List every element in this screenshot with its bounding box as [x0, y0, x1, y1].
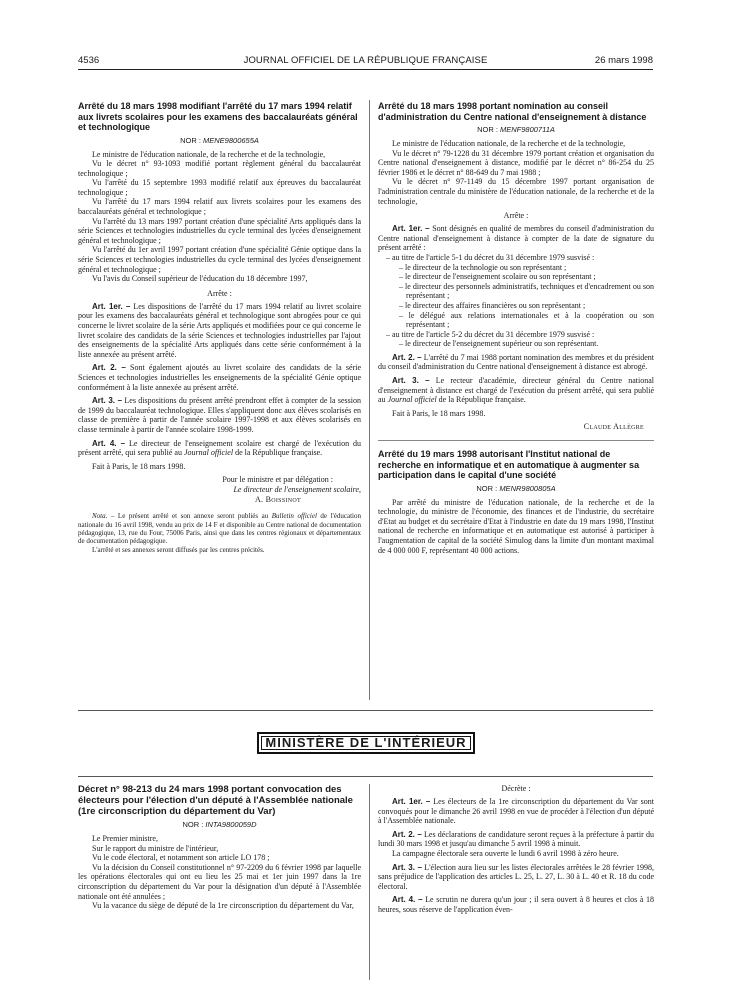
paragraph: Vu la décision du Conseil constitutionnel n° 97-2209 du 6 février 1998 par laquelle les opérations électorales qui ont eu lieu les 25 mai et 1er juin 1997 dans la 1re circonscription du département du Var pour la désignation d'un député à l'Assemblée nationale ont été annulées ; — [78, 862, 361, 901]
nor-reference: NOR : INTA9800059D — [182, 820, 257, 829]
paragraph: Le ministre de l'éducation nationale, de la recherche et de la technologie, — [392, 139, 626, 148]
signature-place-date: Fait à Paris, le 18 mars 1998. — [392, 408, 486, 418]
article-1: Art. 1er. – Les électeurs de la 1re circonscription du département du Var sont convoqués pour le dimanche 26 avril 1998 en vue de procéder à l'élection d'un député à l'Assemblée nationale. — [378, 797, 654, 826]
nota-note-2: L'arrêté et ses annexes seront diffusés par les centres précités. — [92, 545, 265, 554]
list-item: – le directeur de la technologie ou son représentant ; — [399, 262, 567, 272]
paragraph: Vu l'arrêté du 15 septembre 1993 modifié relatif aux épreuves du baccalauréat technologique ; — [78, 178, 361, 197]
page-header — [78, 55, 653, 69]
article-2: Art. 2. – L'arrêté du 7 mai 1988 portant nomination des membres et du président du conseil d'administration du Centre national d'enseignement à distance est abrogé. — [378, 352, 654, 372]
paragraph: Vu l'avis du Conseil supérieur de l'éducation du 18 décembre 1997, — [92, 274, 308, 284]
paragraph: Vu le décret n° 93-1093 modifié portant règlement général du baccalauréat technologique ; — [78, 159, 361, 178]
nor-reference: NOR : MENE9800655A — [180, 135, 259, 145]
right-column — [378, 101, 654, 701]
paragraph: Vu le décret n° 79-1228 du 31 décembre 1979 portant création et organisation du Centre national d'enseignement à distance, modifié par le décret n° 86-254 du 25 février 1986 et le décret n° 88-649 du 7 mai 1988 ; — [378, 148, 654, 177]
column-divider — [369, 100, 370, 700]
signature-block: Pour le ministre et par délégation : Le directeur de l'enseignement scolaire, A. Boissinot — [222, 475, 361, 504]
nor-reference: NOR : MENR9800805A — [476, 483, 556, 493]
decrete-heading: Décrète : — [501, 784, 531, 793]
article-3: Art. 3. – Le recteur d'académie, directeur général du Centre national d'enseignement à distance est chargé de l'exécution du présent arrêté, qui sera publié au Journal officiel de la République française. — [378, 376, 654, 405]
list-item: – le directeur de l'enseignement supérieur ou son représentant. — [399, 339, 599, 349]
decree-left-column — [78, 784, 361, 980]
paragraph: La campagne électorale sera ouverte le lundi 6 avril 1998 à zéro heure. — [392, 848, 619, 858]
section-divider — [378, 440, 654, 441]
article-3: Art. 3. – Les dispositions du présent arrêté prendront effet à compter de la session de 1999 du baccalauréat technologique. Elles s'appliquent donc aux élèves scolarisés en classe de première à partir de l'année scolaire 1997-1998 et aux élèves scolarisés en classe terminale à partir de l'année scolaire 1998-1999. — [78, 396, 361, 434]
article-1: Art. 1er. – Les dispositions de l'arrêté du 17 mars 1994 relatif au livret scolaire pour les examens des baccalauréats général et technologique sont abrogées pour ce qui concerne le livret scolaire de la série Arts appliqués et modifiées pour ce qui concerne le livret scolaire des candidats de la série Sciences et technologies industrielles par l'ajout des enseignements de la spécialité Arts appliqués dans cette série conformément à la liste annexée au présent arrêté. — [78, 301, 361, 359]
article-4: Art. 4. – Le scrutin ne durera qu'un jour ; il sera ouvert à 8 heures et clos à 18 heures, sous réserve de l'application éven- — [378, 895, 654, 914]
column-divider — [369, 784, 370, 980]
article-title: Arrêté du 18 mars 1998 portant nomination au conseil d'administration du Centre national d'enseignement à distance — [378, 101, 647, 122]
page-number: 4536 — [78, 55, 100, 66]
paragraph: Sur le rapport du ministre de l'intérieur, — [92, 843, 219, 853]
article-2: Art. 2. – Sont également ajoutés au livret scolaire des candidats de la série Sciences et technologies industrielles les enseignements de la spécialité Génie optique conformément à la liste annexée au présent arrêté. — [78, 363, 361, 392]
article-1: Art. 1er. – Sont désignés en qualité de membres du conseil d'administration du Centre national d'enseignement à distance à compter de la date de signature du présent arrêté : — [378, 224, 654, 253]
journal-title: JOURNAL OFFICIEL DE LA RÉPUBLIQUE FRANÇAISE — [243, 55, 488, 66]
nota-note: Nota. – Le présent arrêté et son annexe seront publiés au Bulletin officiel de l'éducation nationale du 16 avril 1998, vendu au prix de 14 F et disponible au Centre national de documentation pédagogique, 13, rue du Four, 75006 Paris, ainsi que dans les centres régionaux et départementaux de documentation pédagogique. — [78, 512, 361, 546]
paragraph: Le ministre de l'éducation nationale, de la recherche et de la technologie, — [92, 149, 326, 159]
paragraph: Vu l'arrêté du 1er avril 1997 portant création d'une spécialité Génie optique dans la série Sciences et technologies industrielles du cycle terminal des lycées d'enseignement général et technologique ; — [78, 245, 361, 274]
article-4: Art. 4. – Le directeur de l'enseignement scolaire est chargé de l'exécution du présent arrêté, qui sera publié au Journal officiel de la République française. — [78, 438, 361, 458]
paragraph: Vu l'arrêté du 17 mars 1994 relatif aux livrets scolaires pour les examens des baccalauréats général et technologique ; — [78, 197, 361, 217]
list-item: – au titre de l'article 5-2 du décret du 31 décembre 1979 susvisé : — [386, 329, 595, 339]
list-item: – le directeur de l'enseignement scolaire ou son représentant ; — [399, 272, 596, 282]
paragraph: Vu l'arrêté du 13 mars 1997 portant création d'une spécialité Arts appliqués dans la série Sciences et technologies industrielles du cycle terminal des lycées d'enseignement général et technologique ; — [78, 216, 361, 245]
ministry-heading: MINISTÈRE DE L'INTÉRIEUR — [257, 732, 475, 754]
paragraph: Vu le code électoral, et notamment son article LO 178 ; — [92, 853, 270, 863]
decree-title: Décret n° 98-213 du 24 mars 1998 portant convocation des électeurs pour l'élection d'un député à l'Assemblée nationale (1re circonscription du département du Var) — [78, 784, 353, 817]
nor-reference: NOR : MENF9800711A — [477, 125, 555, 134]
left-column — [78, 101, 361, 701]
arrete-heading: Arrête : — [207, 288, 232, 298]
list-item: – au titre de l'article 5-1 du décret du 31 décembre 1979 susvisé : — [386, 252, 595, 262]
section-rule — [78, 776, 653, 777]
arrete-heading: Arrête : — [503, 211, 529, 221]
paragraph: Par arrêté du ministre de l'éducation nationale, de la recherche et de la technologie, du ministre de l'économie, des finances et de l'industrie, du secrétaire d'Etat au budget et du secrétaire d'Etat à l'industrie en date du 19 mars 1998, l'Institut national de recherche en informatique et en automatique est autorisé à participer à l'augmentation de capital de la société Simulog dans la limite d'un montant maximal de 4 000 000 F, représentant 40 000 actions. — [378, 497, 654, 555]
section-rule — [78, 710, 653, 711]
signature-place-date: Fait à Paris, le 18 mars 1998. — [92, 461, 186, 471]
paragraph: Vu le décret n° 97-1149 du 15 décembre 1997 portant organisation de l'administration centrale du ministère de l'éducation nationale, de la recherche et de la technologie, — [378, 177, 654, 206]
list-item: – le délégué aux relations internationales et à la coopération ou son représentant ; — [399, 310, 654, 330]
paragraph: Le Premier ministre, — [92, 834, 158, 843]
article-2: Art. 2. – Les déclarations de candidature seront reçues à la préfecture à partir du lundi 30 mars 1998 et jusqu'au dimanche 5 avril 1998 à minuit. — [378, 829, 654, 849]
issue-date: 26 mars 1998 — [594, 55, 653, 66]
decree-right-column — [378, 784, 654, 980]
list-item: – le directeur des affaires financières ou son représentant ; — [399, 300, 586, 310]
header-rule — [78, 69, 653, 70]
signature-name: Claude Allègre — [583, 422, 644, 432]
list-item: – le directeur des personnels administratifs, techniques et d'encadrement ou son représentant ; — [399, 281, 654, 301]
paragraph: Vu la vacance du siège de député de la 1re circonscription du département du Var, — [92, 901, 354, 911]
article-3: Art. 3. – L'élection aura lieu sur les listes électorales arrêtées le 28 février 1998, sans préjudice de l'application des articles L. 25, L. 27, L. 30 à L. 40 et R. 18 du code électoral. — [378, 862, 654, 891]
article-title: Arrêté du 19 mars 1998 autorisant l'Institut national de recherche en informatique et en automatique à augmenter sa participation dans le capital d'une société — [378, 449, 640, 481]
article-title: Arrêté du 18 mars 1998 modifiant l'arrêté du 17 mars 1994 relatif aux livrets scolaires pour les examens des baccalauréats général et technologique — [78, 101, 358, 132]
